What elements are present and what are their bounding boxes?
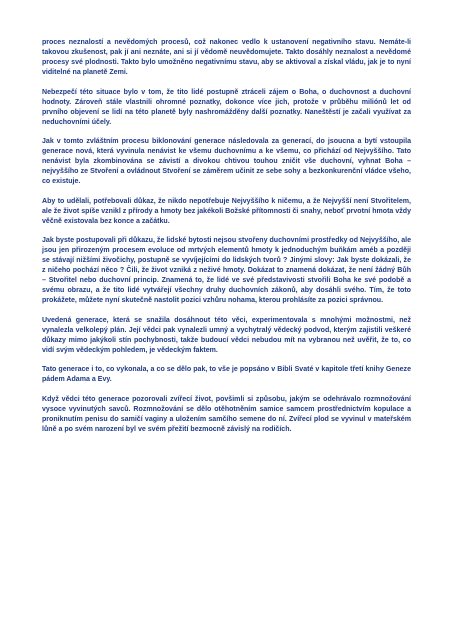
paragraph-5: Jak byste postupovali při důkazu, že lidské bytosti nejsou stvořeny duchovními prostředky od Nejvyššího, ale jsou jen přirozeným procesem evoluce od mrtvých elementů hmoty k jednoduchým buňkám améb a později se stávají nižšími živočichy, postupně se vyvíjejícími do lidských tvorů ? Jinými slovy: Jak byste dokázali, že z ničeho pochází něco ? Čili, že život vzniká z neživé hmoty. Dokázat to znamená dokázat, že není žádný Bůh – Stvořitel nebo duchovní princip. Znamená to, že lidé ve své představivosti stvořili Boha ke své podobě a svému obrazu, a že tito lidé vytvářejí všechny druhy duchovních zákonů, aby dosáhli svého. Tím, že toto prokážete, můžete nyní skutečně nastolit pozici vzhůru nohama, kterou prohlásíte za pozici správnou. bbox=[42, 237, 411, 304]
paragraph-6: Uvedená generace, která se snažila dosáhnout této věci, experimentovala s mnohými možnostmi, než vynalezla velkolepý plán. Její vědci pak vynalezli umný a vychytralý vědecký podvod, kterým zajistili veškeré důkazy mimo jakýkoli stín pochybnosti, takže budoucí vědci nebudou mít na vybranou než uvěřit, že to, co vidí svým vědeckým pohledem, je vědeckým faktem. bbox=[42, 316, 411, 354]
paragraph-3: Jak v tomto zvláštním procesu biklonování generace následovala za generací, do jsoucna a bytí vstoupila generace nová, která vyvinula nenávist ke všemu duchovnímu a ke všemu, co přichází od Nejvyššího. Tato nenávist byla zkombinována se závistí a divokou chtivou touhou zničit vše duchovní, vyhnat Boha – nejvyššího ze Stvoření a ovládnout Stvoření se záměrem učinit ze sebe sohy a bezkonkurenční vládce všeho, co existuje. bbox=[42, 138, 411, 185]
paragraph-4: Aby to udělali, potřebovali důkaz, že nikdo nepotřebuje Nejvyššího k ničemu, a že Nejvyšší není Stvořitelem, ale že život spíše vznikl z přírody a hmoty bez jakékoli Božské přítomnosti či snahy, neboť prvotní hmota vždy věčně existovala bez konce a začátku. bbox=[42, 197, 411, 225]
document-page bbox=[42, 38, 411, 444]
paragraph-7: Tato generace i to, co vykonala, a co se dělo pak, to vše je popsáno v Bibli Svaté v kapitole třetí knihy Geneze pádem Adama a Evy. bbox=[42, 366, 411, 383]
paragraph-1: proces neznalostí a nevědomých procesů, což nakonec vedlo k ustanovení negativního stavu. Nemáte-li takovou zkušenost, pak jí ani neznáte, ani si jí vědomě neuvědomujete. Takto dosáhly neznalost a nevědomé procesy své plodnosti. Takto bylo umožněno negativnímu stavu, aby se aktivoval a získal vládu, jak je to nyní viditelné na planetě Zemi. bbox=[42, 39, 411, 76]
paragraph-8: Když vědci této generace pozorovali zvířecí život, povšimli si způsobu, jakým se odehrávalo rozmnožování vysoce vyvinutých savců. Rozmnožování se dělo otěhotněním samice samcem prostřednictvím kopulace a proniknutím penisu do samičí vaginy a uložením samčího semene do ní. Zvířecí plod se vyvinul v mateřském lůně a po svém narození byl ve svém přežití bezmocně závislý na rodičích. bbox=[42, 395, 411, 433]
paragraph-2: Nebezpečí této situace bylo v tom, že tito lidé postupně ztráceli zájem o Boha, o duchovnost a duchovní hodnoty. Zároveň stále vlastnili ohromné poznatky, dokonce více jich, protože v průběhu miliónů let od prvního objevení se lidí na této planetě byly nashromážděny další poznatky. Naneštěstí je začali využívat za neduchovními účely. bbox=[42, 88, 411, 126]
